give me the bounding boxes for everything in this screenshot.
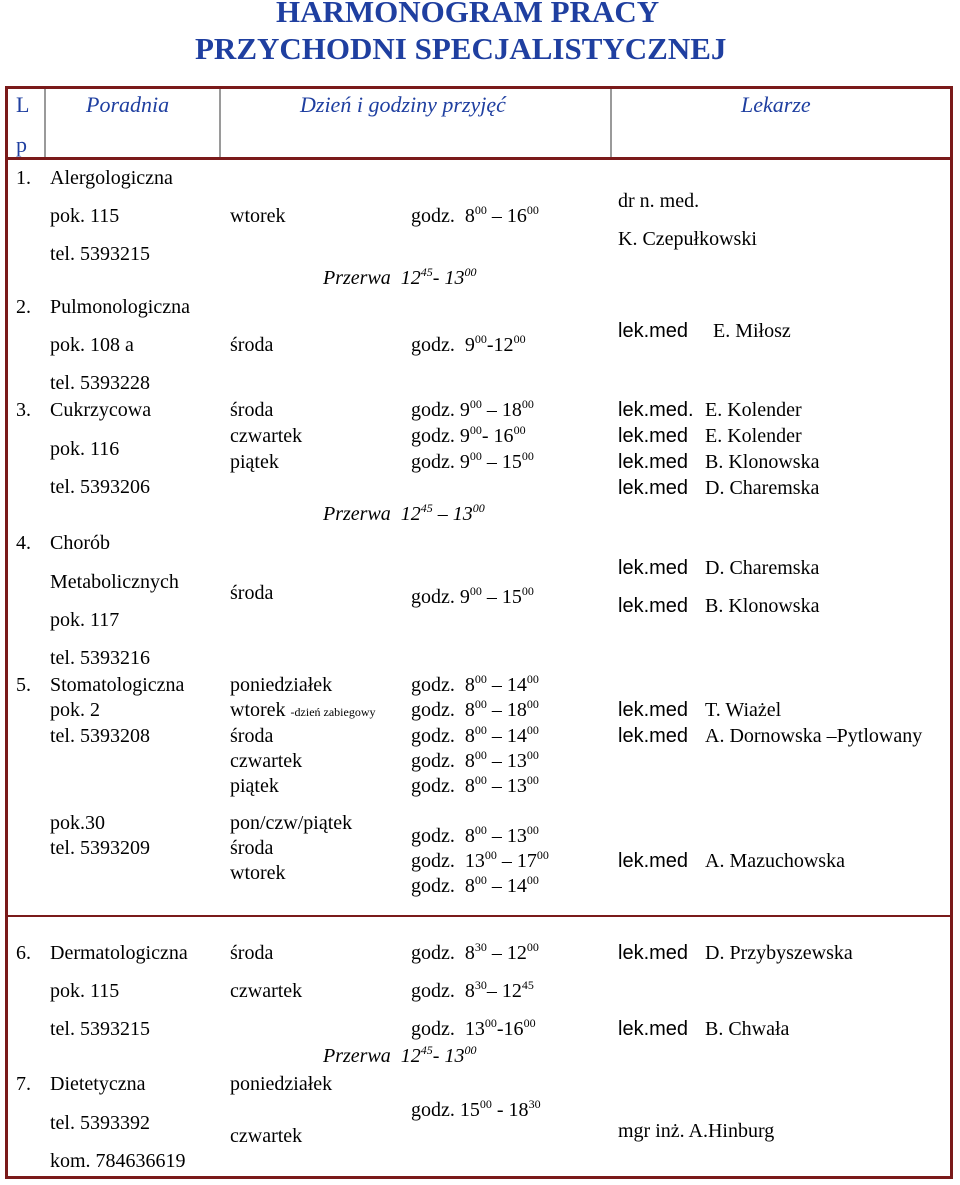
r3-day1: środa	[230, 399, 274, 421]
r7-tel: tel. 5393392	[50, 1112, 150, 1134]
col-divider-lp	[44, 89, 46, 157]
r3-day3: piątek	[230, 451, 279, 473]
title-line2: PRZYCHODNI SPECJALISTYCZNEJ	[195, 31, 727, 66]
r1-tel: tel. 5393215	[50, 243, 150, 265]
r3-tel: tel. 5393206	[50, 476, 150, 498]
r6-time1: godz. $8^{30} - 12^{00}$	[411, 940, 539, 964]
r3-doc3: B. Klonowska	[705, 451, 820, 473]
r7-num: 7.	[16, 1073, 31, 1095]
r2-day: środa	[230, 334, 274, 356]
r4-tel: tel. 5393216	[50, 647, 150, 669]
r5-day1: poniedziałek	[230, 674, 333, 696]
r6-time2: godz. $8^{30}-$ $12^{45}$	[411, 978, 534, 1002]
r2-pok: pok. 108 a	[50, 334, 134, 356]
r1-pok: pok. 115	[50, 205, 120, 227]
r5-days2a: pon/czw/piątek	[230, 812, 353, 834]
r2-doc: E. Miłosz	[713, 320, 791, 342]
r4-pok: pok. 117	[50, 609, 120, 631]
r5-num: 5.	[16, 674, 31, 696]
r6-name: Dermatologiczna	[50, 942, 188, 964]
r3-doc3-pre: lek.med	[618, 451, 689, 473]
r5-time3: godz. $8^{00} - 14^{00}$	[411, 723, 539, 747]
r5-doc2-pre: lek.med	[618, 725, 689, 747]
r3-break: Przerwa $12^{45} - 13^{00}$	[323, 501, 485, 525]
r1-doc2: K. Czepułkowski	[618, 228, 757, 250]
r6-time3: godz. $13^{00}-16^{00}$	[411, 1016, 536, 1040]
r5-time5: godz. $8^{00} - 13^{00}$	[411, 773, 539, 797]
r3-doc1: E. Kolender	[705, 399, 802, 421]
r5-name: Stomatologiczna	[50, 674, 185, 696]
r5-time1: godz. $8^{00} - 14^{00}$	[411, 672, 539, 696]
r4-day: środa	[230, 582, 274, 604]
r3-time2: godz. $9^{00}-$ $16^{00}$	[411, 423, 526, 447]
r3-doc2-pre: lek.med	[618, 425, 689, 447]
r3-time3: godz. $9^{00} - 15^{00}$	[411, 449, 534, 473]
r7-doc: mgr inż. A.Hinburg	[618, 1120, 775, 1142]
header-lp2: p	[16, 132, 27, 157]
r5-tel: tel. 5393208	[50, 725, 150, 747]
r4-time: godz. $9^{00} - 15^{00}$	[411, 584, 534, 608]
r4-name2: Metabolicznych	[50, 571, 179, 593]
r1-doc1: dr n. med.	[618, 190, 700, 212]
r3-pok: pok. 116	[50, 438, 120, 460]
r6-doc1-pre: lek.med	[618, 942, 689, 964]
r1-break: Przerwa $12^{45}-$ $13^{00}$	[323, 265, 477, 289]
r5-tel2: tel. 5393209	[50, 837, 150, 859]
r3-doc2: E. Kolender	[705, 425, 802, 447]
r2-doc-pre: lek.med	[618, 320, 689, 342]
r6-doc2-pre: lek.med	[618, 1018, 689, 1040]
r1-day: wtorek	[230, 205, 286, 227]
r5-time7: godz. $13^{00} - 17^{00}$	[411, 848, 549, 872]
r3-doc4-pre: lek.med	[618, 477, 689, 499]
r4-doc2-pre: lek.med	[618, 595, 689, 617]
r1-num: 1.	[16, 167, 31, 189]
r6-day2: czwartek	[230, 980, 303, 1002]
r6-doc2: B. Chwała	[705, 1018, 790, 1040]
r4-doc2: B. Klonowska	[705, 595, 820, 617]
header-lekarze: Lekarze	[741, 92, 811, 117]
r5-days2b: środa	[230, 837, 274, 859]
header-dzien: Dzień i godziny przyjęć	[300, 92, 506, 117]
r3-name: Cukrzycowa	[50, 399, 152, 421]
r7-kom: kom. 784636619	[50, 1150, 186, 1172]
r7-name: Dietetyczna	[50, 1073, 146, 1095]
r4-num: 4.	[16, 532, 31, 554]
col-divider-poradnia	[219, 89, 221, 157]
r3-num: 3.	[16, 399, 31, 421]
r6-doc1: D. Przybyszewska	[705, 942, 853, 964]
r5-time6: godz. $8^{00} - 13^{00}$	[411, 823, 539, 847]
r5-time4: godz. $8^{00} - 13^{00}$	[411, 748, 539, 772]
r5-pok2: pok.30	[50, 812, 105, 834]
r3-day2: czwartek	[230, 425, 303, 447]
r4-doc1: D. Charemska	[705, 557, 820, 579]
r1-time: godz. $8^{00} - 16^{00}$	[411, 203, 539, 227]
r5-time2: godz. $8^{00} - 18^{00}$	[411, 697, 539, 721]
header-divider	[5, 157, 953, 160]
r5-doc3: A. Mazuchowska	[705, 850, 845, 872]
r7-time: godz. $15^{00} - 18^{30}$	[411, 1097, 541, 1121]
r6-day1: środa	[230, 942, 274, 964]
r6-num: 6.	[16, 942, 31, 964]
header-lp: L	[16, 92, 30, 117]
r2-time: godz. $9^{00}-12^{00}$	[411, 332, 526, 356]
r5-day4: czwartek	[230, 750, 303, 772]
r6-tel: tel. 5393215	[50, 1018, 150, 1040]
r2-num: 2.	[16, 296, 31, 318]
r4-doc1-pre: lek.med	[618, 557, 689, 579]
r5-doc1-pre: lek.med	[618, 699, 689, 721]
row-divider	[5, 915, 953, 917]
r6-pok: pok. 115	[50, 980, 120, 1002]
r3-doc4: D. Charemska	[705, 477, 820, 499]
r5-time8: godz. $8^{00} - 14^{00}$	[411, 873, 539, 897]
r5-doc1: T. Wiażel	[705, 699, 782, 721]
r7-day2: czwartek	[230, 1125, 303, 1147]
r7-day1: poniedziałek	[230, 1073, 333, 1095]
r5-day3: środa	[230, 725, 274, 747]
r3-time1: godz. $9^{00} - 18^{00}$	[411, 397, 534, 421]
r5-days2c: wtorek	[230, 862, 286, 884]
r5-doc2: A. Dornowska –Pytlowany	[705, 725, 923, 747]
r5-day5: piątek	[230, 775, 279, 797]
r1-name: Alergologiczna	[50, 167, 173, 189]
r5-pok: pok. 2	[50, 699, 100, 721]
r5-day2: wtorek -dzień zabiegowy	[230, 699, 376, 721]
r4-name1: Chorób	[50, 532, 110, 554]
col-divider-dzien	[610, 89, 612, 157]
r3-doc1-pre: lek.med.	[618, 399, 694, 421]
header-poradnia: Poradnia	[86, 92, 170, 117]
title-line1: HARMONOGRAM PRACY	[276, 0, 660, 29]
r2-tel: tel. 5393228	[50, 372, 150, 394]
r6-break: Przerwa $12^{45}-$ $13^{00}$	[323, 1043, 477, 1067]
r2-name: Pulmonologiczna	[50, 296, 190, 318]
r5-doc3-pre: lek.med	[618, 850, 689, 872]
